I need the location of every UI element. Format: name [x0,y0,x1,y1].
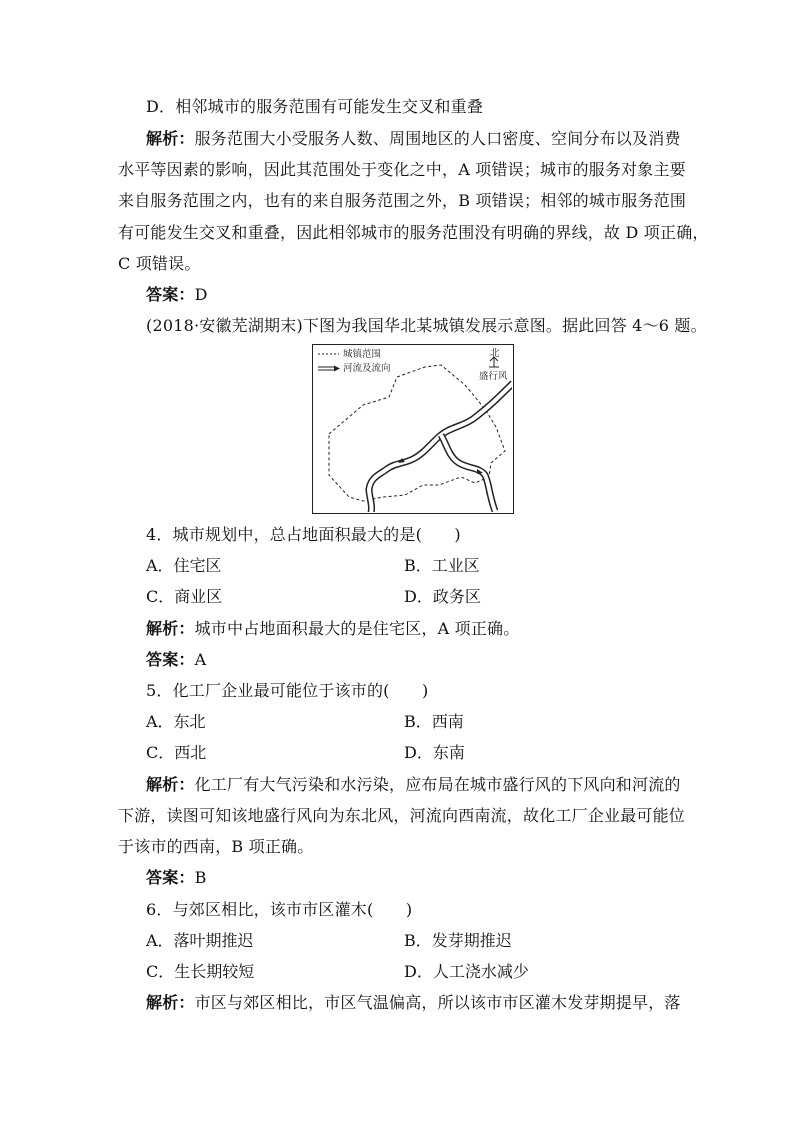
q5-option-d: D．东南 [404,743,465,762]
legend-river-label: 河流及流向 [343,363,391,374]
q3-option-d: D．相邻城市的服务范围有可能发生交叉和重叠 [146,97,484,116]
q5-analysis-line-2: 下游，读图可知该地盛行风向为东北风，河流向西南流，故化工厂企业最可能位 [118,806,686,825]
q6-option-d: D．人工浇水减少 [404,962,529,981]
q4-option-b: B．工业区 [404,556,480,575]
legend-flow-arrow-icon [334,366,340,372]
q4-option-c: C．商业区 [146,587,223,606]
q4-analysis [146,619,706,639]
town-development-map [312,344,514,514]
map-svg [313,345,512,512]
question-group-intro: (2018·安徽芜湖期末)下图为我国华北某城镇发展示意图。据此回答 4～6 题。 [146,316,707,335]
legend-town-label: 城镇范围 [343,349,382,360]
north-label: 北 [490,348,500,359]
q3-analysis-line-1 [146,129,706,149]
q4-option-a: A．住宅区 [146,556,222,575]
q6-option-b: B．发芽期推迟 [404,931,512,950]
q3-analysis-line-3: 来自服务范围之内，也有的来自服务范围之外，B 项错误；相邻的城市服务范围 [118,191,687,210]
q6-analysis-line-1 [146,993,706,1013]
analysis-label: 解析： [146,775,195,794]
analysis-text: 城市中占地面积最大的是住宅区，A 项正确。 [194,619,520,638]
q3-analysis-line-4: 有可能发生交叉和重叠，因此相邻城市的服务范围没有明确的界线，故 D 项正确， [118,223,709,242]
analysis-label: 解析： [146,129,195,148]
prevailing-wind-label: 盛行风 [479,371,508,382]
analysis-text: 市区与郊区相比，市区气温偏高，所以该市市区灌木发芽期提早，落 [194,993,681,1012]
answer-value: D [194,285,208,304]
q3-answer [146,285,706,305]
q5-option-c: C．西北 [146,743,207,762]
q5-stem: 5．化工厂企业最可能位于该市的( ) [146,681,429,700]
analysis-label: 解析： [146,993,195,1012]
q6-option-c: C．生长期较短 [146,962,255,981]
q5-option-a: A．东北 [146,712,206,731]
q5-option-b: B．西南 [404,712,464,731]
answer-value: B [194,868,207,887]
q3-analysis-line-2: 水平等因素的影响，因此其范围处于变化之中，A 项错误；城市的服务对象主要 [118,160,686,179]
q6-option-a: A．落叶期推迟 [146,931,254,950]
q5-analysis-line-3: 于该市的西南，B 项正确。 [118,837,314,856]
q4-option-d: D．政务区 [404,587,481,606]
q3-analysis-line-5: C 项错误。 [118,254,201,273]
analysis-text: 化工厂有大气污染和水污染，应布局在城市盛行风的下风向和河流的 [194,775,681,794]
q4-stem: 4．城市规划中，总占地面积最大的是( ) [146,525,461,544]
river-branch-outer [441,435,495,511]
answer-label: 答案： [146,868,195,887]
q6-stem: 6．与郊区相比，该市市区灌木( ) [146,900,413,919]
analysis-text: 服务范围大小受服务人数、周围地区的人口密度、空间分布以及消费 [194,129,681,148]
q5-analysis-line-1 [146,775,706,795]
q5-answer [146,868,706,888]
q4-answer [146,650,706,670]
answer-label: 答案： [146,285,195,304]
answer-value: A [194,650,207,669]
town-boundary [329,365,505,501]
answer-label: 答案： [146,650,195,669]
analysis-label: 解析： [146,619,195,638]
